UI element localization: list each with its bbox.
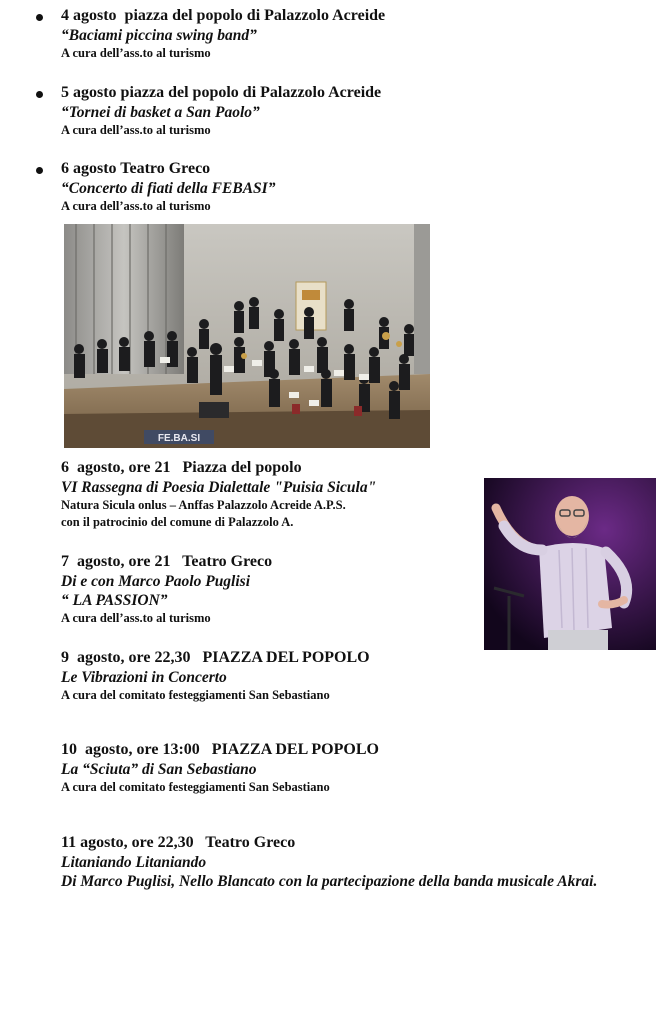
bullet-icon [36, 14, 43, 21]
event-subtitle-extra: “ LA PASSION” [61, 592, 168, 609]
event-subtitle: “Tornei di basket a San Paolo” [61, 104, 260, 121]
event-subtitle: La “Sciuta” di San Sebastiano [61, 761, 257, 778]
orchestra-photo [64, 224, 430, 448]
event-title: 11 agosto, ore 22,30 Teatro Greco [61, 834, 296, 851]
event-title: 10 agosto, ore 13:00 PIAZZA DEL POPOLO [61, 741, 379, 758]
event-subtitle: Di e con Marco Paolo Puglisi [61, 573, 251, 590]
event-title: 6 agosto Teatro Greco [61, 160, 211, 177]
event-subtitle: VI Rassegna di Poesia Dialettale "Puisia Sicula" [61, 479, 377, 496]
event-subtitle: Le Vibrazioni in Concerto [61, 669, 227, 686]
event-credit: A cura del comitato festeggiamenti San Sebastiano [61, 688, 330, 702]
bullet-icon [36, 91, 43, 98]
event-title: 7 agosto, ore 21 Teatro Greco [61, 553, 273, 570]
event-title: 4 agosto piazza del popolo di Palazzolo Acreide [61, 7, 386, 24]
event-item [61, 552, 656, 627]
event-item [61, 648, 656, 704]
event-credit-extra: con il patrocinio del comune di Palazzolo A. [61, 515, 294, 529]
event-subtitle: “Concerto di fiati della FEBASI” [61, 180, 276, 197]
event-title: 6 agosto, ore 21 Piazza del popolo [61, 459, 302, 476]
event-title: 5 agosto piazza del popolo di Palazzolo Acreide [61, 84, 382, 101]
event-subtitle: “Baciami piccina swing band” [61, 27, 257, 44]
event-credit: A cura del comitato festeggiamenti San Sebastiano [61, 780, 330, 794]
event-item [61, 83, 656, 139]
bullet-icon [36, 167, 43, 174]
event-credit: A cura dell’ass.to al turismo [61, 199, 211, 213]
event-credit: Natura Sicula onlus – Anffas Palazzolo Acreide A.P.S. [61, 498, 346, 512]
orchestra-sign: FE.BA.SI [157, 433, 201, 444]
event-subtitle: Litaniando Litaniando [61, 854, 207, 871]
event-description: Di Marco Puglisi, Nello Blancato con la partecipazione della banda musicale Akrai. [61, 873, 598, 890]
event-title: 9 agosto, ore 22,30 PIAZZA DEL POPOLO [61, 649, 370, 666]
event-credit: A cura dell’ass.to al turismo [61, 46, 211, 60]
event-item [61, 833, 656, 891]
event-credit: A cura dell’ass.to al turismo [61, 611, 211, 625]
event-item [61, 6, 656, 62]
event-item [61, 159, 656, 215]
event-item [61, 740, 656, 796]
event-credit: A cura dell’ass.to al turismo [61, 123, 211, 137]
